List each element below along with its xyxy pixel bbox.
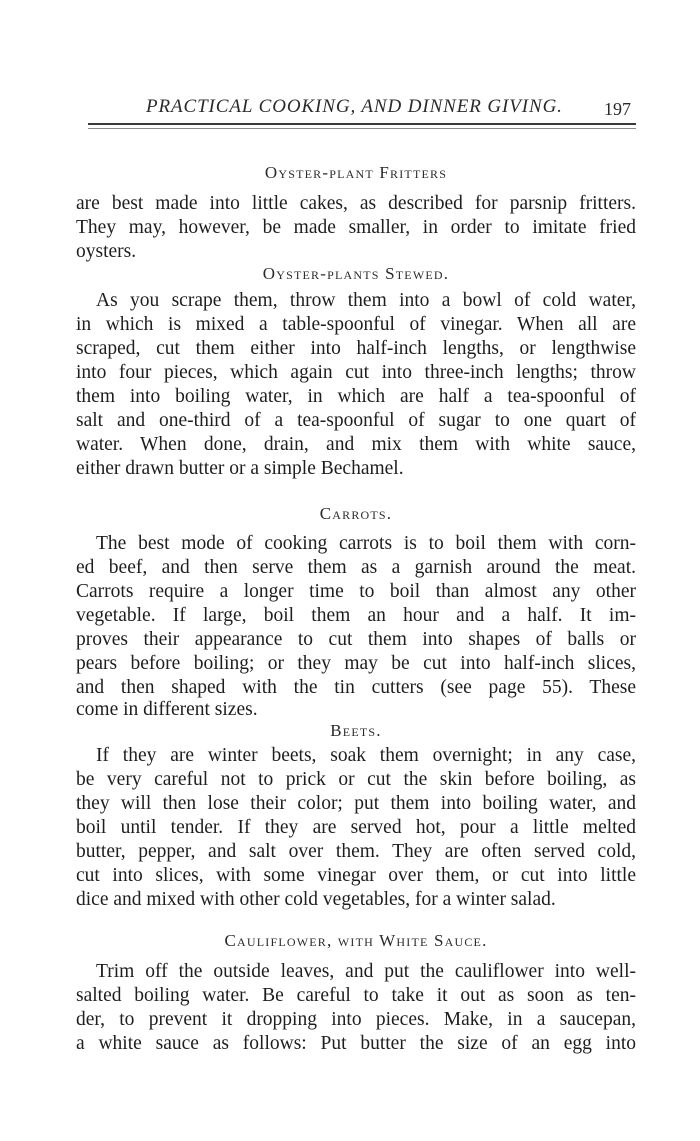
text-line: in which is mixed a table-spoonful of vinegar. When all are [76,314,636,335]
text-line: vegetable. If large, boil them an hour and a half. It im- [76,605,636,626]
text-line: butter, pepper, and salt over them. They are often served cold, [76,841,636,862]
text-line: oysters. [76,241,137,262]
section-heading-cauliflower: Cauliflower, with White Sauce. [224,931,488,950]
text-line: They may, however, be made smaller, in order to imitate fried [76,217,636,238]
text-line: pears before boiling; or they may be cut into half-inch slices, [76,653,636,674]
text-line: salted boiling water. Be careful to take it out as soon as ten- [76,985,636,1006]
text-line: boil until tender. If they are served hot, pour a little melted [76,817,636,838]
text-line: dice and mixed with other cold vegetables, for a winter salad. [76,889,556,910]
text-line: them into boiling water, in which are half a tea-spoonful of [76,386,636,407]
text-line: Carrots require a longer time to boil than almost any other [76,581,636,602]
section-heading-oyster-plants-stewed: Oyster-plants Stewed. [262,264,450,283]
text-line: der, to prevent it dropping into pieces. Make, in a saucepan, [76,1009,636,1030]
page-number: 197 [604,99,631,119]
text-line: either drawn butter or a simple Bechamel. [76,458,404,479]
text-line: water. When done, drain, and mix them with white sauce, [76,434,636,455]
text-line: The best mode of cooking carrots is to boil them with corn- [96,533,636,554]
header-rule-thin [88,128,636,129]
text-line: be very careful not to prick or cut the skin before boiling, as [76,769,636,790]
text-line: proves their appearance to cut them into shapes of balls or [76,629,636,650]
text-line: and then shaped with the tin cutters (see page 55). These [76,677,636,698]
text-line: into four pieces, which again cut into three-inch lengths; throw [76,362,636,383]
text-line: Trim off the outside leaves, and put the cauliflower into well- [96,961,636,982]
text-line: they will then lose their color; put them into boiling water, and [76,793,636,814]
text-line: cut into slices, with some vinegar over them, or cut into little [76,865,636,886]
text-line: If they are winter beets, soak them overnight; in any case, [96,745,636,766]
section-heading-carrots: Carrots. [319,504,393,523]
running-head-title: PRACTICAL COOKING, AND DINNER GIVING. [146,96,563,117]
header-rule [88,123,636,125]
text-line: ed beef, and then serve them as a garnish around the meat. [76,557,636,578]
text-line: are best made into little cakes, as described for parsnip fritters. [76,193,636,214]
text-line: come in different sizes. [76,699,258,720]
text-line: As you scrape them, throw them into a bowl of cold water, [96,290,636,311]
text-line: scraped, cut them either into half-inch lengths, or lengthwise [76,338,636,359]
text-line: a white sauce as follows: Put butter the size of an egg into [76,1033,636,1054]
text-line: salt and one-third of a tea-spoonful of sugar to one quart of [76,410,636,431]
section-heading-beets: Beets. [330,721,382,740]
section-heading-oyster-plant-fritters: Oyster-plant Fritters [264,163,448,182]
